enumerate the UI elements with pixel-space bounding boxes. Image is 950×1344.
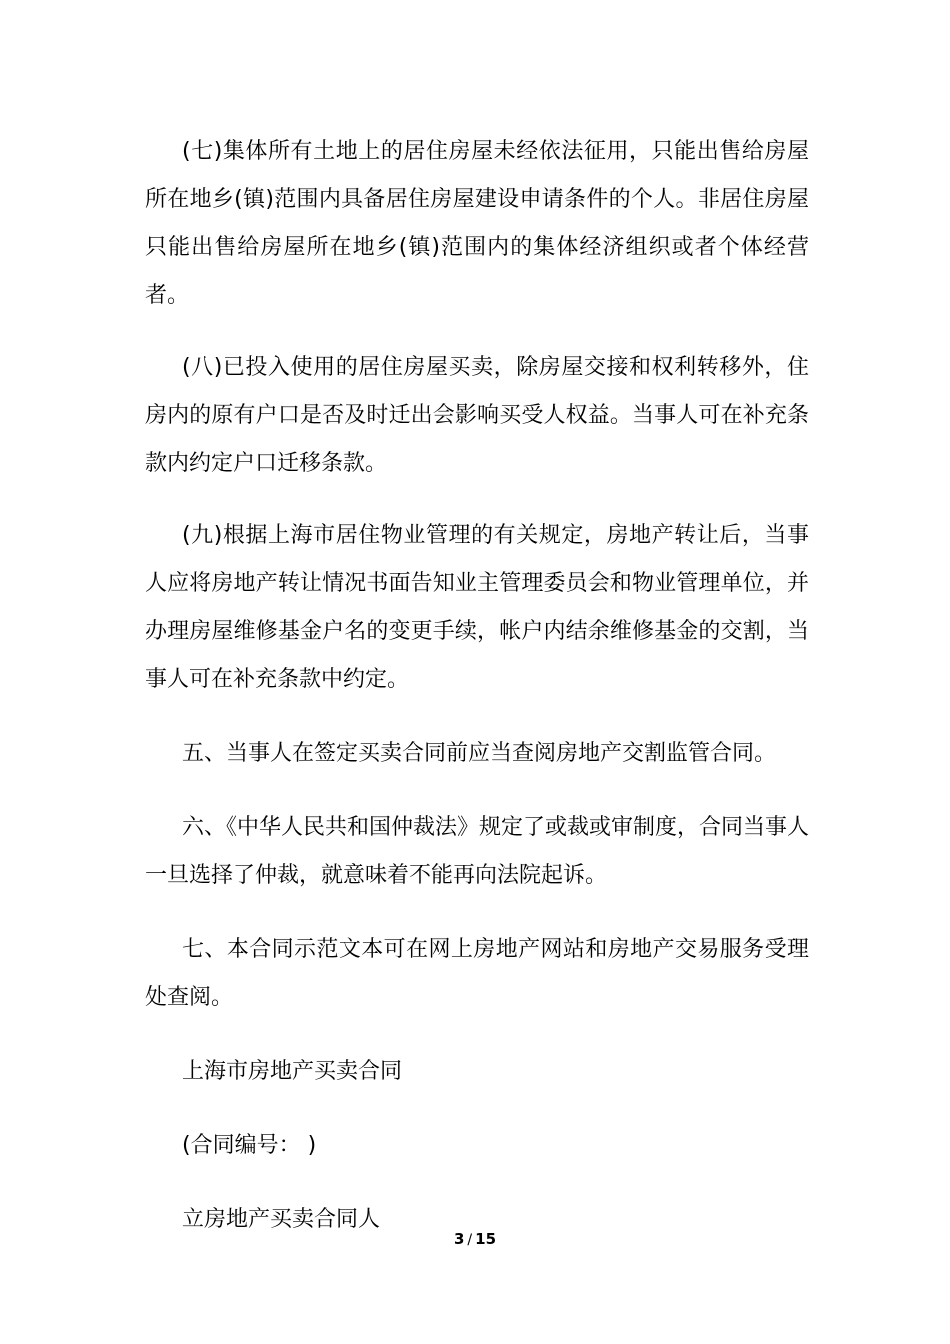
paragraph-item-7: (七)集体所有土地上的居住房屋未经依法征用，只能出售给房屋所在地乡(镇)范围内具备居住房屋建设申请条件的个人。非居住房屋只能出售给房屋所在地乡(镇)范围内的集体经济组织或者个体经营者。	[145, 139, 809, 308]
total-pages-number: 15	[475, 1230, 497, 1248]
page-separator: /	[467, 1232, 473, 1248]
contract-title: 上海市房地产买卖合同	[182, 1059, 403, 1084]
page-number	[0, 1228, 950, 1251]
document-body	[145, 128, 809, 1244]
current-page-number: 3	[453, 1230, 465, 1248]
contract-parties-heading: 立房地产买卖合同人	[182, 1207, 381, 1232]
paragraph-section-5: 五、当事人在签定买卖合同前应当查阅房地产交割监管合同。	[182, 741, 777, 766]
contract-number: (合同编号： )	[182, 1133, 317, 1158]
paragraph-section-7: 七、本合同示范文本可在网上房地产网站和房地产交易服务受理处查阅。	[145, 937, 809, 1010]
paragraph-item-8: (八)已投入使用的居住房屋买卖，除房屋交接和权利转移外，住房内的原有户口是否及时迁出会影响买受人权益。当事人可在补充条款内约定户口迁移条款。	[145, 355, 809, 476]
paragraph-item-9: (九)根据上海市居住物业管理的有关规定，房地产转让后，当事人应将房地产转让情况书面告知业主管理委员会和物业管理单位，并办理房屋维修基金户名的变更手续，帐户内结余维修基金的交割，当事人可在补充条款中约定。	[145, 523, 809, 692]
paragraph-section-6: 六、《中华人民共和国仲裁法》规定了或裁或审制度，合同当事人一旦选择了仲裁，就意味着不能再向法院起诉。	[145, 815, 810, 888]
